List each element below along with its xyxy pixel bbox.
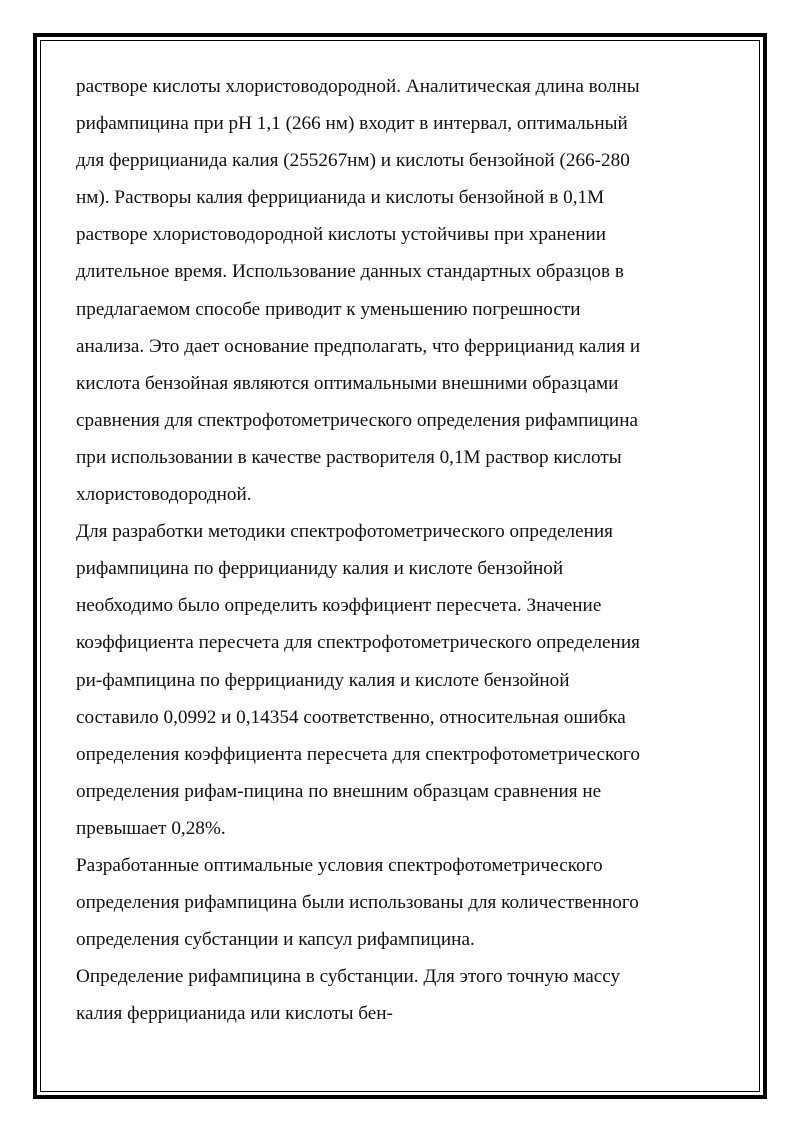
text-line: предлагаемом способе приводит к уменьшению погрешности [76,298,581,320]
text-line: определения коэффициента пересчета для спектрофотометрического [76,743,640,765]
text-line: сравнения для спектрофотометрического определения рифампицина [76,409,638,431]
text-line: ри-фампицина по феррицианиду калия и кислоте бензойной [76,669,570,691]
text-line: составило 0,0992 и 0,14354 соответственно, относительная ошибка [76,706,626,728]
text-line: превышает 0,28%. [76,817,226,839]
text-line: определения рифам-пицина по внешним образцам сравнения не [76,780,602,802]
text-line: определения субстанции и капсул рифампицина. [76,929,475,951]
text-line: рифампицина по феррицианиду калия и кислоте бензойной [76,558,564,580]
text-line: хлористоводородной. [76,484,252,506]
text-line: калия феррицианида или кислоты бен- [76,1003,393,1025]
text-line: при использовании в качестве растворителя 0,1М раствор кислоты [76,446,622,468]
text-line: определения рифампицина были использованы для количественного [76,892,639,914]
text-line: кислота бензойная являются оптимальными внешними образцами [76,372,619,394]
text-line: коэффициента пересчета для спектрофотометрического определения [76,632,640,654]
text-line: Разработанные оптимальные условия спектрофотометрического [76,854,603,876]
text-line: для феррицианида калия (255267нм) и кислоты бензойной (266-280 [76,150,630,172]
text-line: растворе кислоты хлористоводородной. Аналитическая длина волны [76,76,640,97]
text-line: необходимо было определить коэффициент пересчета. Значение [76,595,602,617]
text-line: Определение рифампицина в субстанции. Для этого точную массу [76,966,621,988]
text-line: анализа. Это дает основание предполагать, что феррицианид калия и [76,335,641,357]
text-line: длительное время. Использование данных стандартных образцов в [76,261,624,283]
document-body [76,68,736,1032]
text-line: растворе хлористоводородной кислоты устойчивы при хранении [76,224,607,246]
text-line: рифампицина при pH 1,1 (266 нм) входит в интервал, оптимальный [76,113,628,135]
text-line: Для разработки методики спектрофотометрического определения [76,521,613,543]
text-line: нм). Растворы калия феррицианида и кислоты бензойной в 0,1М [76,187,605,209]
